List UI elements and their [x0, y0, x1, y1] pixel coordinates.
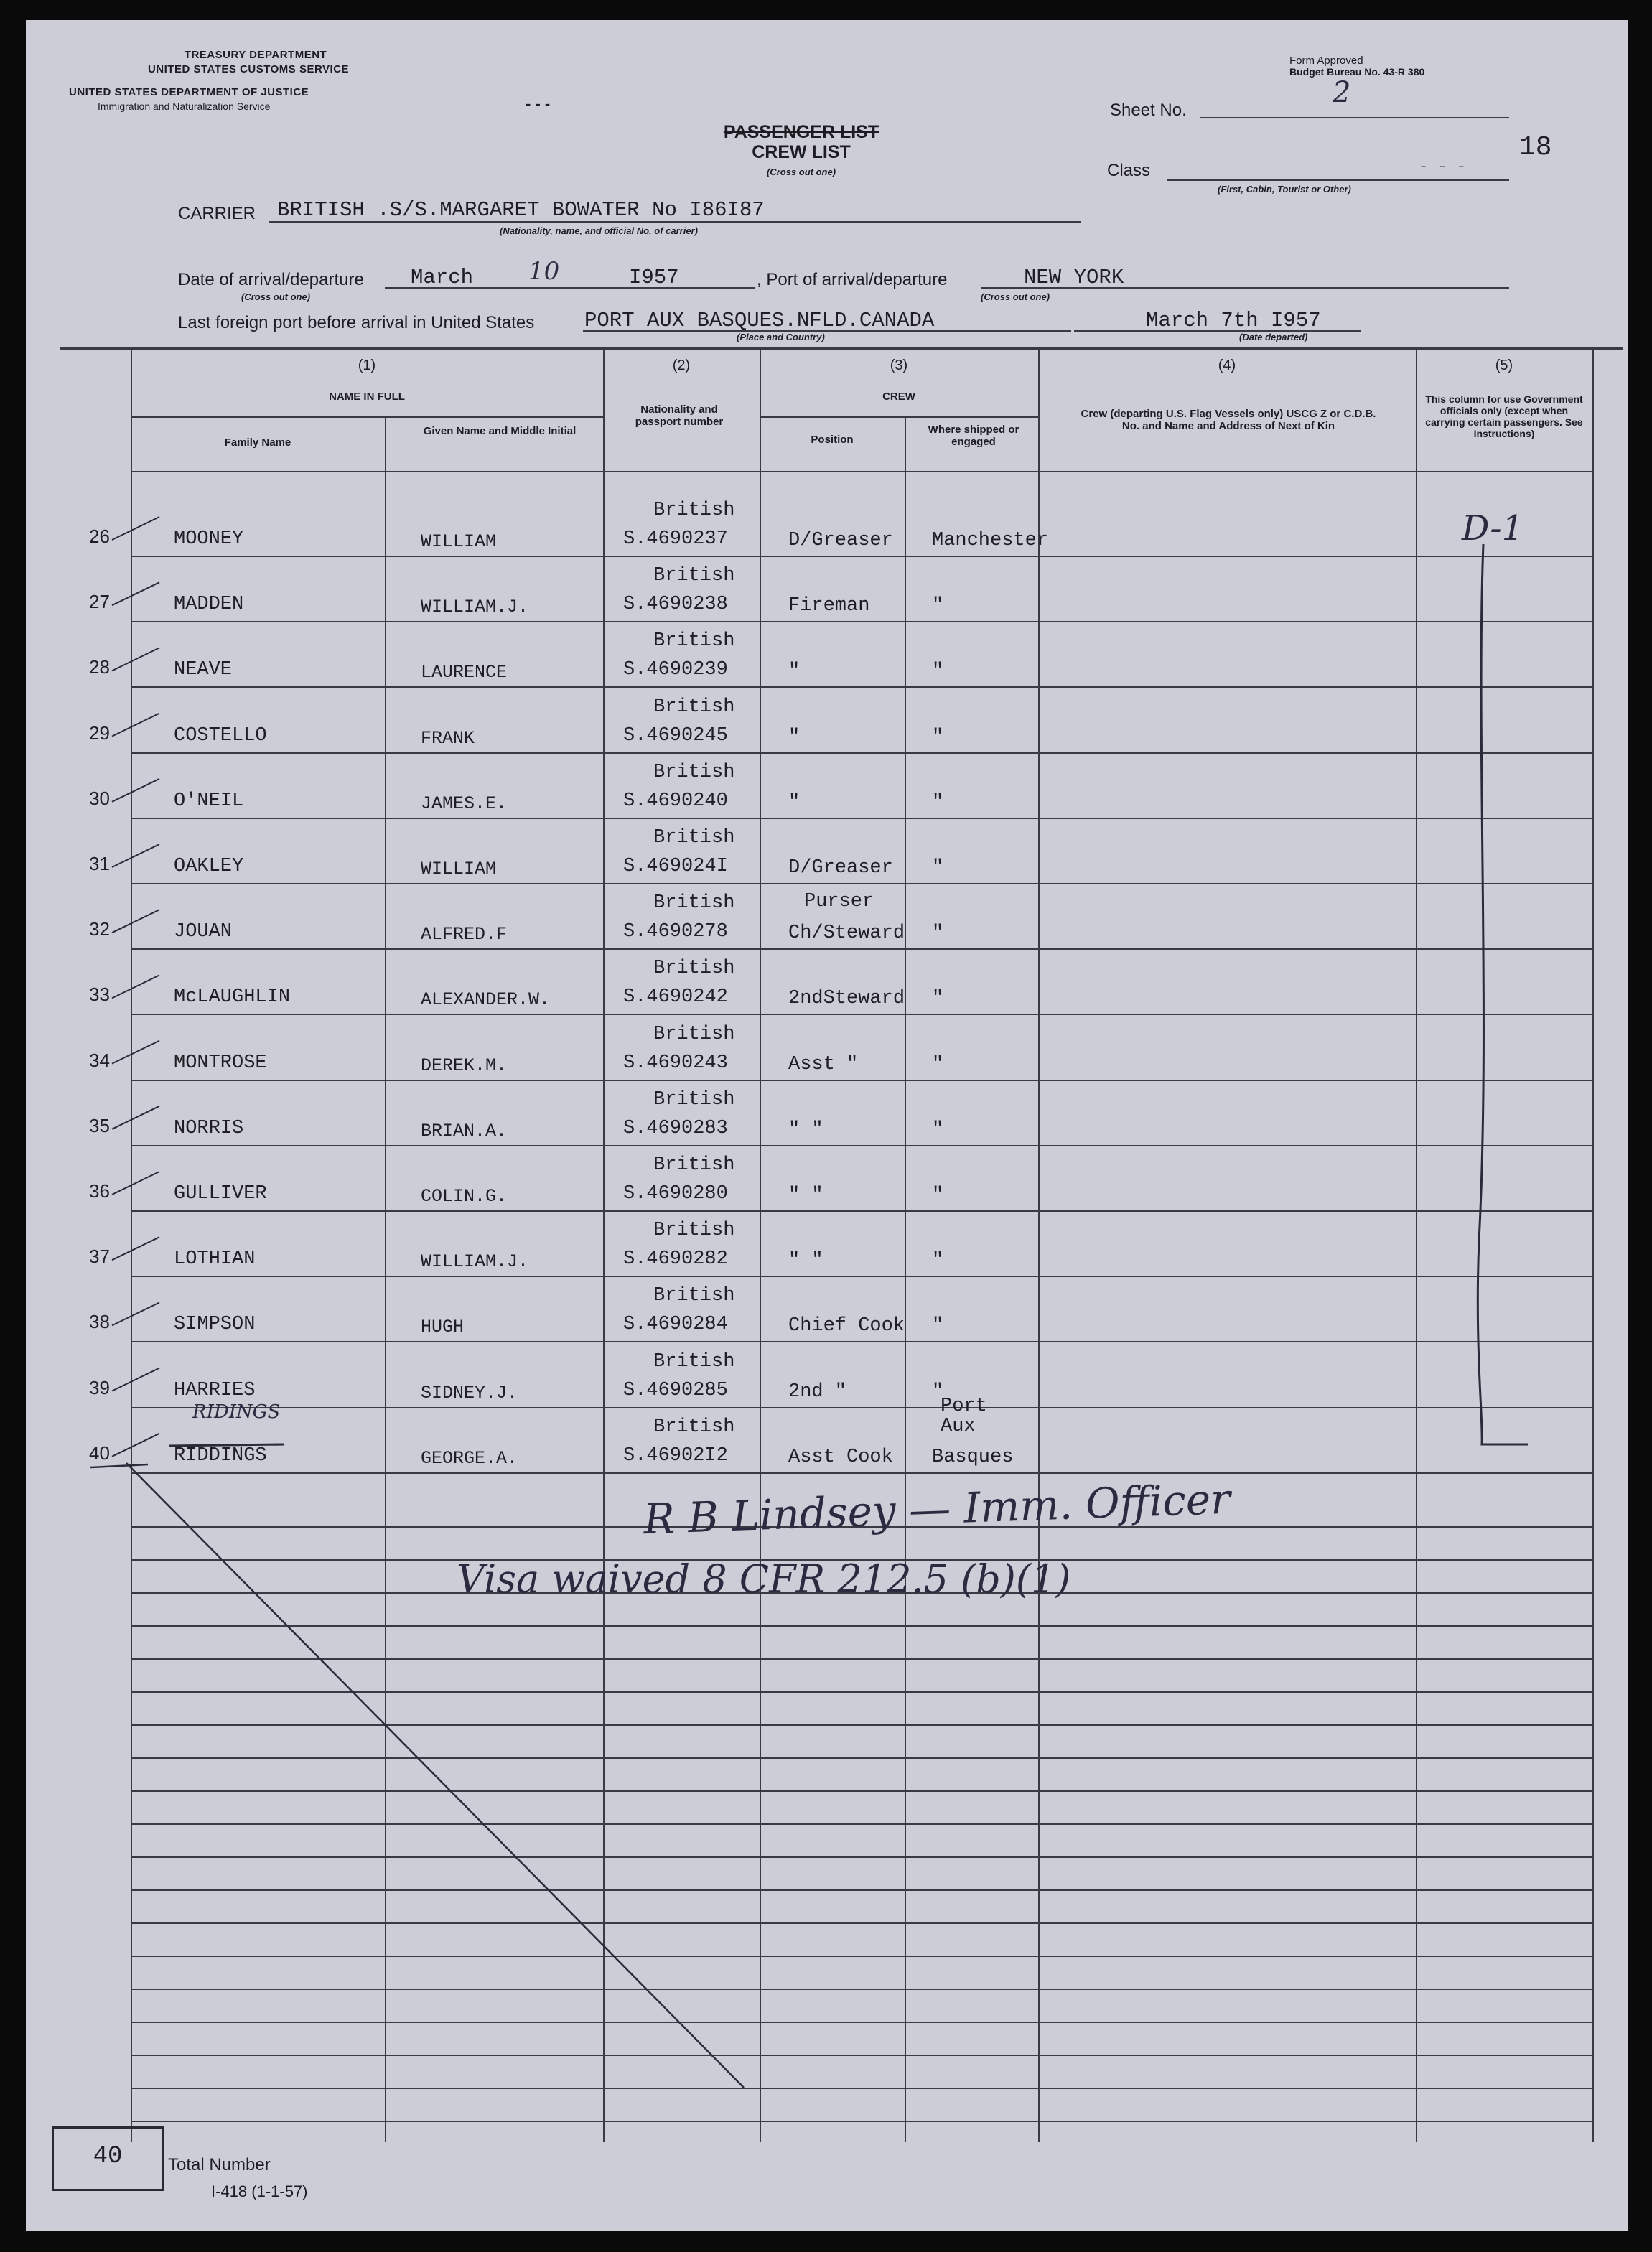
nationality-cell: British [653, 958, 735, 980]
position-cell: Chief Cook [788, 1315, 905, 1337]
row40-dash [90, 1464, 148, 1467]
shipped-cell: Manchester [932, 530, 1049, 551]
check-mark [112, 910, 159, 933]
col5-number: (5) [1495, 358, 1513, 373]
family-name-cell: MADDEN [174, 594, 244, 616]
shipped-cell: " [932, 1380, 944, 1403]
sheet-value: 2 [1333, 76, 1351, 109]
col3-number: (3) [890, 358, 908, 373]
family-name-cell: GULLIVER [174, 1183, 267, 1205]
given-name-cell: ALEXANDER.W. [421, 989, 551, 1011]
shipped-note-cell: Port Aux [941, 1395, 987, 1437]
position-cell: " [788, 791, 801, 813]
row-number: 29 [89, 721, 110, 744]
form-number: I-418 (1-1-57) [211, 2182, 308, 2200]
col1-title: NAME IN FULL [329, 391, 405, 403]
position-note-cell: Purser [804, 891, 874, 913]
check-mark [112, 1106, 159, 1129]
nationality-cell: British [653, 565, 735, 587]
port-note: (Cross out one) [981, 291, 1050, 302]
shipped-cell: " [932, 1185, 944, 1206]
passport-number-cell: S.46902I2 [623, 1444, 728, 1467]
passport-number-cell: S.4690237 [623, 528, 728, 550]
given-name-cell: WILLIAM [421, 531, 497, 552]
class-label: Class [1107, 161, 1151, 180]
shipped-cell: " [932, 857, 944, 879]
given-name-cell: LAURENCE [421, 662, 508, 683]
last-port-value: PORT AUX BASQUES.NFLD.CANADA [584, 309, 935, 332]
date-day-handwritten: 10 [528, 257, 560, 286]
family-name-header: Family Name [224, 436, 291, 449]
officer-signature: R B Lindsey — Imm. Officer [643, 1474, 1231, 1544]
check-mark [112, 714, 159, 737]
sheet-label: Sheet No. [1110, 101, 1187, 120]
nationality-cell: British [653, 1023, 735, 1045]
shipped-cell: Basques [932, 1446, 1014, 1468]
visa-waiver-note: Visa waived 8 CFR 212.5 (b)(1) [457, 1556, 1071, 1602]
crew-list-document [26, 20, 1628, 2231]
family-name-cell: MOONEY [174, 528, 244, 550]
family-name-cell: JOUAN [174, 921, 233, 943]
last-port-note: (Place and Country) [737, 332, 825, 342]
family-name-cell: O'NEIL [174, 790, 244, 812]
given-name-cell: SIDNEY.J. [421, 1382, 518, 1403]
crew-list-title: CREW LIST [752, 142, 851, 162]
title-cross-note: (Cross out one) [766, 167, 836, 177]
given-name-cell: WILLIAM [421, 859, 497, 879]
check-mark [112, 1302, 159, 1325]
shipped-cell: " [932, 726, 944, 748]
check-mark [112, 1041, 159, 1064]
budget-bureau: Budget Bureau No. 43-R 380 [1289, 66, 1425, 78]
shipped-cell: " [932, 595, 944, 617]
passport-number-cell: S.4690243 [623, 1052, 728, 1074]
given-name-cell: HUGH [421, 1317, 465, 1338]
family-name-cell: NEAVE [174, 659, 233, 681]
family-name-cell: MONTROSE [174, 1052, 267, 1074]
check-mark [112, 582, 159, 605]
family-name-cell: HARRIES [174, 1379, 256, 1401]
passport-number-cell: S.4690239 [623, 659, 728, 681]
check-mark [112, 517, 159, 540]
given-name-cell: WILLIAM.J. [421, 1251, 529, 1273]
col1-number: (1) [358, 358, 376, 373]
col4-title: Crew (departing U.S. Flag Vessels only) USCG Z or C.D.B. No. and Name and Address of Next of Kin [1081, 408, 1376, 432]
row-number: 31 [89, 853, 110, 874]
passport-number-cell: S.4690280 [623, 1183, 728, 1205]
check-mark [112, 975, 159, 998]
nationality-cell: British [653, 892, 735, 915]
given-name-cell: JAMES.E. [421, 793, 508, 814]
family-name-cell: SIMPSON [174, 1314, 256, 1336]
riddings-strike [169, 1444, 284, 1446]
total-number-value: 40 [93, 2143, 123, 2170]
carrier-label: CARRIER [178, 204, 256, 223]
shipped-header: Where shipped or engaged [928, 424, 1019, 448]
family-name-cell: NORRIS [174, 1117, 244, 1139]
shipped-cell: " [932, 791, 944, 813]
check-mark [112, 1172, 159, 1195]
carrier-note: (Nationality, name, and official No. of carrier) [500, 225, 698, 236]
nationality-cell: British [653, 1154, 735, 1176]
row-number: 33 [89, 984, 110, 1006]
dept-line-4: Immigration and Naturalization Service [98, 101, 271, 112]
port-label: , Port of arrival/departure [757, 270, 948, 289]
row-number: 38 [89, 1311, 110, 1333]
class-value: - - - [1419, 158, 1467, 176]
position-cell: " [788, 660, 801, 683]
nationality-cell: British [653, 1088, 735, 1111]
row-number: 27 [89, 591, 110, 613]
passport-number-cell: S.4690238 [623, 594, 728, 616]
given-name-cell: FRANK [421, 727, 475, 749]
nationality-cell: British [653, 500, 735, 521]
row-number: 28 [89, 656, 110, 678]
nationality-cell: British [653, 1220, 735, 1242]
carrier-value: BRITISH .S/S.MARGARET BOWATER No I86I87 [277, 198, 765, 222]
given-name-header: Given Name and Middle Initial [423, 425, 577, 437]
nationality-cell: British [653, 1416, 735, 1438]
check-mark [112, 1237, 159, 1260]
position-header: Position [811, 434, 854, 446]
shipped-cell: " [932, 1118, 944, 1141]
passport-number-cell: S.4690278 [623, 921, 728, 943]
family-name-cell: LOTHIAN [174, 1248, 256, 1271]
position-cell: Asst Cook [788, 1446, 893, 1468]
pen-marks-overlay [26, 20, 1628, 2231]
col2-title: Nationality and passport number [635, 403, 724, 428]
nationality-cell: British [653, 761, 735, 783]
passport-number-cell: S.4690283 [623, 1117, 728, 1139]
position-cell: Fireman [788, 595, 870, 617]
position-cell: " " [788, 1250, 823, 1272]
position-cell: D/Greaser [788, 857, 893, 879]
date-label: Date of arrival/departure [178, 270, 364, 289]
family-name-cell: OAKLEY [174, 856, 244, 877]
given-name-cell: BRIAN.A. [421, 1120, 508, 1141]
check-mark [112, 844, 159, 867]
col3-title: CREW [882, 391, 915, 403]
passport-number-cell: S.4690285 [623, 1379, 728, 1401]
date-departed-note: (Date departed) [1239, 332, 1308, 342]
column5-bracket [1478, 544, 1528, 1444]
passport-number-cell: S.469024I [623, 856, 728, 877]
position-cell: Ch/Steward [788, 922, 905, 945]
d1-annotation: D-1 [1462, 508, 1524, 548]
row-number: 32 [89, 918, 110, 940]
given-name-cell: WILLIAM.J. [421, 597, 529, 618]
shipped-cell: " [932, 922, 944, 945]
row-number: 30 [89, 787, 110, 809]
nationality-cell: British [653, 1285, 735, 1307]
passport-number-cell: S.4690242 [623, 986, 728, 1009]
given-name-cell: COLIN.G. [421, 1186, 508, 1207]
page-number: 18 [1519, 132, 1552, 163]
row-number: 35 [89, 1114, 110, 1136]
port-value: NEW YORK [1024, 266, 1124, 289]
passport-number-cell: S.4690240 [623, 790, 728, 812]
nationality-cell: British [653, 1350, 735, 1373]
nationality-cell: British [653, 630, 735, 653]
given-name-cell: DEREK.M. [421, 1055, 508, 1076]
dept-line-1: TREASURY DEPARTMENT [184, 49, 327, 61]
position-cell: " [788, 726, 801, 748]
row-number: 26 [89, 525, 110, 547]
check-mark [112, 779, 159, 802]
passport-number-cell: S.4690245 [623, 724, 728, 747]
cancel-diagonal [126, 1463, 744, 2088]
date-note: (Cross out one) [241, 291, 311, 302]
total-number-label: Total Number [168, 2155, 271, 2174]
given-name-cell: ALFRED.F [421, 924, 508, 945]
col5-title: This column for use Government officials only (except when carrying certain passengers. See Instructions) [1425, 393, 1583, 439]
shipped-cell: " [932, 1315, 944, 1337]
family-name-cell: McLAUGHLIN [174, 986, 291, 1009]
dept-line-2: UNITED STATES CUSTOMS SERVICE [147, 63, 350, 75]
position-cell: D/Greaser [788, 530, 893, 551]
passport-number-cell: S.4690284 [623, 1314, 728, 1336]
class-note: (First, Cabin, Tourist or Other) [1218, 184, 1351, 195]
shipped-cell: " [932, 1053, 944, 1075]
passport-number-cell: S.4690282 [623, 1248, 728, 1271]
form-approved: Form Approved [1289, 55, 1363, 67]
family-name-cell: RIDDINGS [174, 1444, 267, 1467]
ridings-annotation: RIDINGS [192, 1401, 281, 1423]
position-cell: 2nd " [788, 1380, 847, 1403]
last-port-label: Last foreign port before arrival in United States [178, 313, 535, 332]
row-number: 39 [89, 1376, 110, 1398]
date-departed: March 7th I957 [1146, 309, 1321, 332]
date-month: March [411, 266, 474, 289]
row-number: 37 [89, 1246, 110, 1268]
col4-number: (4) [1218, 358, 1236, 373]
row-number: 40 [89, 1442, 110, 1464]
nationality-cell: British [653, 696, 735, 718]
check-mark [112, 1434, 159, 1457]
family-name-cell: COSTELLO [174, 724, 267, 747]
position-cell: " " [788, 1118, 823, 1141]
dept-line-3: UNITED STATES DEPARTMENT OF JUSTICE [69, 86, 309, 98]
nationality-cell: British [653, 827, 735, 849]
row-number: 34 [89, 1049, 110, 1071]
check-mark [112, 648, 159, 671]
dash-mark: - - - [526, 95, 551, 113]
position-cell: 2ndSteward [788, 988, 905, 1010]
col2-number: (2) [672, 358, 691, 373]
passenger-list-title: PASSENGER LIST [723, 122, 879, 142]
shipped-cell: " [932, 988, 944, 1010]
check-mark [112, 1368, 159, 1391]
given-name-cell: GEORGE.A. [421, 1447, 518, 1469]
position-cell: " " [788, 1185, 823, 1206]
row-number: 36 [89, 1180, 110, 1202]
shipped-cell: " [932, 1250, 944, 1272]
date-year: I957 [629, 266, 679, 289]
shipped-cell: " [932, 660, 944, 683]
position-cell: Asst " [788, 1053, 859, 1075]
